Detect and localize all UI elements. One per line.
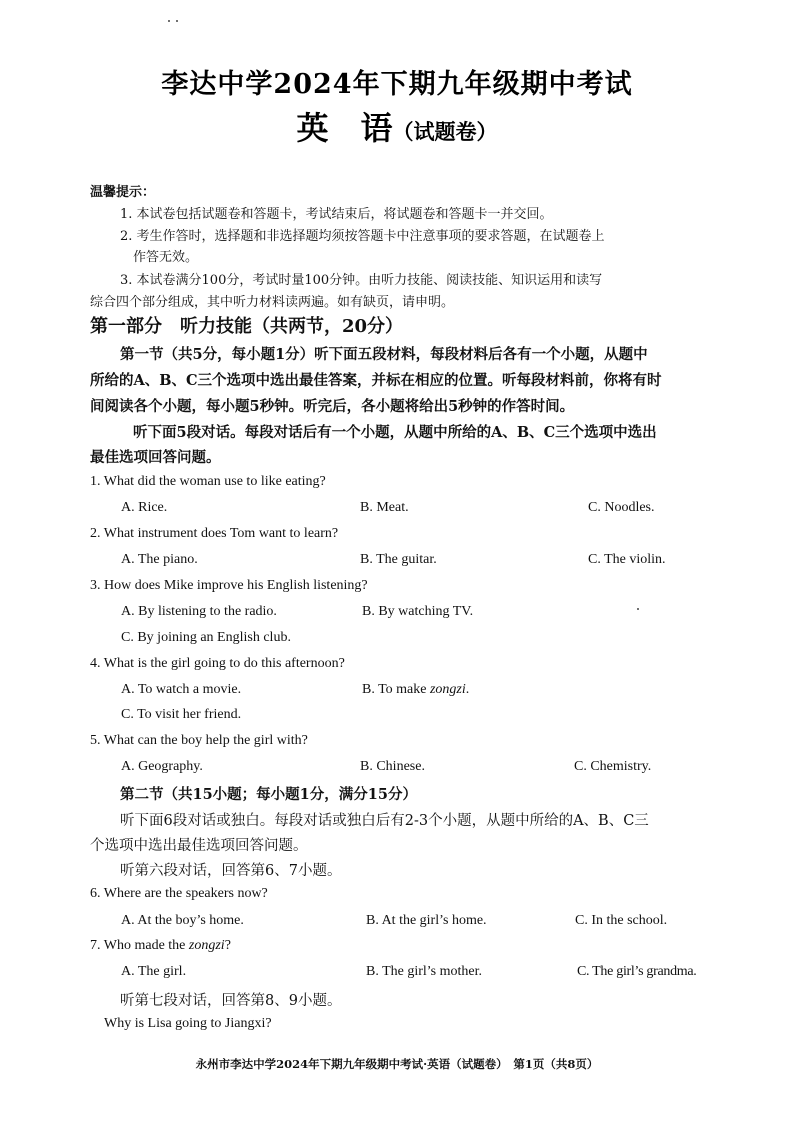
q4-option-b-end: . <box>465 682 470 697</box>
q4-option-b-text: B. To make <box>362 682 430 697</box>
part1-heading: 第一部分 听力技能（共两节，20分） <box>90 316 404 337</box>
q5-option-a: A. Geography. <box>121 759 203 774</box>
q4-option-c: C. To visit her friend. <box>121 707 242 722</box>
section1-line: 最佳选项回答问题。 <box>90 449 221 466</box>
section1-line: 第一节（共5分，每小题1分）听下面五段材料，每段材料后各有一个小题，从题中 <box>120 346 648 363</box>
q4-option-b-italic: zongzi <box>429 682 466 697</box>
q4-option-b <box>362 682 469 698</box>
question-7-text: 7. Who made the <box>90 938 189 953</box>
q5-option-b: B. Chinese. <box>360 759 425 774</box>
q2-option-b: B. The guitar. <box>360 552 437 567</box>
q3-option-b: B. By watching TV. <box>362 604 474 619</box>
q2-option-c: C. The violin. <box>588 552 666 567</box>
q1-option-b: B. Meat. <box>360 500 409 515</box>
subject-title <box>0 103 794 149</box>
q7-option-c: C. The girl’s grandma. <box>577 964 697 979</box>
tip-line: 1. 本试卷包括试题卷和答题卡，考试结束后，将试题卷和答题卡一并交回。 <box>120 207 553 222</box>
q6-option-a: A. At the boy’s home. <box>121 913 244 928</box>
subject-note: （试题卷） <box>392 119 498 144</box>
section1-line: 听下面5段对话。每段对话后有一个小题，从题中所给的A、B、C三个选项中选出 <box>133 424 657 441</box>
q2-option-a: A. The piano. <box>121 552 198 567</box>
section2-heading: 第二节（共15小题；每小题1分，满分15分） <box>120 786 417 803</box>
section1-line: 间阅读各个小题，每小题5秒钟。听完后，各小题将给出5秒钟的作答时间。 <box>90 398 575 415</box>
question-8: Why is Lisa going to Jiangxi? <box>104 1016 272 1031</box>
q7-option-b: B. The girl’s mother. <box>366 964 483 979</box>
question-1: 1. What did the woman use to like eating? <box>90 474 326 489</box>
question-7-italic: zongzi <box>188 938 225 953</box>
q1-option-a: A. Rice. <box>121 500 168 515</box>
question-3: 3. How does Mike improve his English listening? <box>90 578 368 593</box>
tips-heading: 温馨提示： <box>90 185 156 200</box>
question-4: 4. What is the girl going to do this afternoon? <box>90 656 345 671</box>
q6-option-b: B. At the girl’s home. <box>366 913 487 928</box>
q5-option-c: C. Chemistry. <box>574 759 652 774</box>
tip-line: 3. 本试卷满分100分，考试时量100分钟。由听力技能、阅读技能、知识运用和读写 <box>120 273 603 288</box>
question-2: 2. What instrument does Tom want to learn? <box>90 526 339 541</box>
question-7-end: ? <box>224 938 231 953</box>
section2-line: 个选项中选出最佳选项回答问题。 <box>90 838 308 854</box>
tip-line: 作答无效。 <box>133 250 199 265</box>
exam-title: 李达中学2024年下期九年级期中考试 <box>161 69 633 100</box>
question-5: 5. What can the boy help the girl with? <box>90 733 308 748</box>
section2-line: 听下面6段对话或独白。每段对话或独白后有2-3个小题，从题中所给的A、B、C三 <box>120 813 649 829</box>
scan-mark <box>637 608 639 610</box>
q7-option-a: A. The girl. <box>121 964 187 979</box>
subject-name: 英 语 <box>296 109 393 147</box>
dialog7-instruction: 听第七段对话，回答第8、9小题。 <box>120 993 342 1009</box>
q6-option-c: C. In the school. <box>575 913 668 928</box>
page-footer: 永州市李达中学2024年下期九年级期中考试·英语（试题卷） 第1页（共8页） <box>195 1057 599 1071</box>
scan-mark <box>168 20 170 22</box>
q3-option-a: A. By listening to the radio. <box>121 604 277 619</box>
tip-line: 2. 考生作答时，选择题和非选择题均须按答题卡中注意事项的要求答题，在试题卷上 <box>120 229 605 244</box>
question-6: 6. Where are the speakers now? <box>90 886 268 901</box>
section1-line: 所给的A、B、C三个选项中选出最佳答案，并标在相应的位置。听每段材料前，你将有时 <box>90 372 662 389</box>
q1-option-c: C. Noodles. <box>588 500 655 515</box>
question-7 <box>90 938 231 954</box>
q3-option-c: C. By joining an English club. <box>121 630 291 645</box>
q4-option-a: A. To watch a movie. <box>121 682 242 697</box>
scan-mark <box>176 20 178 22</box>
tip-line: 综合四个部分组成，其中听力材料读两遍。如有缺页，请申明。 <box>90 295 455 310</box>
dialog6-instruction: 听第六段对话，回答第6、7小题。 <box>120 863 342 879</box>
